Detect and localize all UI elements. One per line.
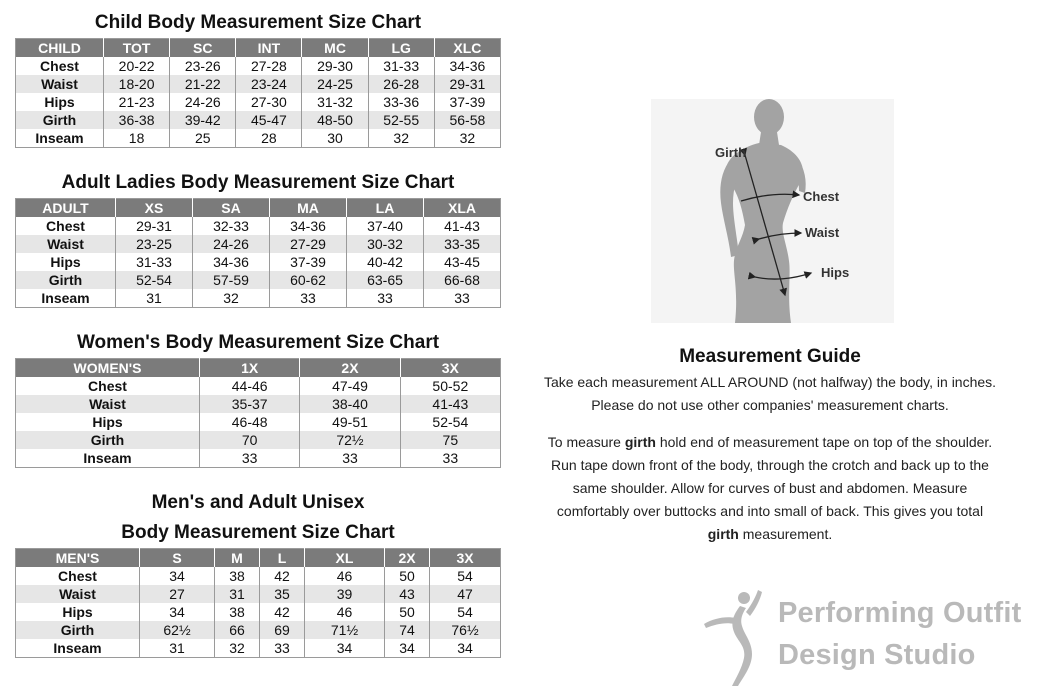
table-cell: 76½ xyxy=(430,621,501,639)
table-header-row xyxy=(16,549,501,568)
column-header: 1X xyxy=(200,359,300,378)
table-cell: 33 xyxy=(260,639,305,658)
child-chart-title: Child Body Measurement Size Chart xyxy=(94,12,422,33)
table-row xyxy=(16,111,501,129)
table-row xyxy=(16,603,501,621)
table-cell: 33 xyxy=(347,289,424,308)
table-row xyxy=(16,93,501,111)
chest-label: Chest xyxy=(803,189,840,204)
table-cell: 40-42 xyxy=(347,253,424,271)
table-cell: 60-62 xyxy=(270,271,347,289)
table-cell: 35-37 xyxy=(200,395,300,413)
table-cell: 18 xyxy=(104,129,170,148)
table-header-row xyxy=(16,359,501,378)
table-cell: 35 xyxy=(260,585,305,603)
logo-line-1: Performing Outfit xyxy=(778,597,1022,629)
table-cell: 49-51 xyxy=(300,413,400,431)
table-cell: 39 xyxy=(305,585,385,603)
table-cell: 38-40 xyxy=(300,395,400,413)
row-label: Chest xyxy=(16,567,140,585)
table-row xyxy=(16,431,501,449)
table-row xyxy=(16,289,501,308)
row-label: Chest xyxy=(16,217,116,235)
table-cell: 34 xyxy=(457,640,473,656)
mens-chart-title-line1: Men's and Adult Unisex xyxy=(151,492,365,513)
table-cell: 43 xyxy=(385,585,430,603)
guide-paragraph-1 xyxy=(520,371,1020,417)
table-cell: 69 xyxy=(260,621,305,639)
table-cell: 44-46 xyxy=(200,377,300,395)
column-header: ADULT xyxy=(16,199,116,218)
womens-size-table xyxy=(15,358,501,468)
table-cell: 74 xyxy=(385,621,430,639)
table-cell: 25 xyxy=(170,129,236,148)
column-header: 2X xyxy=(385,549,430,568)
table-row xyxy=(16,129,501,148)
guide-text: measurement. xyxy=(738,526,833,542)
table-cell: 26-28 xyxy=(368,75,434,93)
table-cell: 43-45 xyxy=(444,254,480,270)
column-header: 3X xyxy=(430,549,501,568)
table-cell: 52-54 xyxy=(116,271,193,289)
girth-label: Girth xyxy=(715,145,747,160)
table-cell: 32 xyxy=(459,130,476,146)
table-header-row xyxy=(16,199,501,218)
guide-line: Please do not use other companies' measurement charts. xyxy=(591,397,949,413)
column-header: 3X xyxy=(400,359,500,378)
row-label: Waist xyxy=(16,75,104,93)
table-row xyxy=(16,585,501,603)
table-row xyxy=(16,377,501,395)
row-label: Chest xyxy=(16,57,104,75)
measurement-guide-title: Measurement Guide xyxy=(679,346,861,367)
hips-label: Hips xyxy=(821,265,850,280)
column-header: MC xyxy=(302,39,368,58)
table-row xyxy=(16,75,501,93)
table-cell: 33-36 xyxy=(368,93,434,111)
table-cell: 42 xyxy=(260,603,305,621)
table-cell: 42 xyxy=(260,567,305,585)
table-cell: 27-29 xyxy=(270,235,347,253)
table-cell: 41-43 xyxy=(444,218,480,234)
table-cell: 38 xyxy=(215,603,260,621)
table-cell: 34 xyxy=(385,639,430,658)
table-cell: 24-26 xyxy=(170,93,236,111)
row-label: Girth xyxy=(16,621,140,639)
table-cell: 32 xyxy=(368,129,434,148)
column-header: XL xyxy=(305,549,385,568)
column-header: M xyxy=(215,549,260,568)
table-cell: 33 xyxy=(200,449,300,468)
table-cell: 57-59 xyxy=(193,271,270,289)
table-cell: 34 xyxy=(140,567,215,585)
table-cell: 29-30 xyxy=(302,57,368,75)
table-cell: 18-20 xyxy=(104,75,170,93)
table-cell: 50-52 xyxy=(432,378,469,394)
column-header: WOMEN'S xyxy=(16,359,200,378)
table-cell: 75 xyxy=(400,431,500,449)
table-cell: 29-31 xyxy=(434,75,500,93)
table-cell: 34 xyxy=(140,603,215,621)
table-row xyxy=(16,621,501,639)
table-cell: 34 xyxy=(305,639,385,658)
row-label: Hips xyxy=(16,93,104,111)
body-figure xyxy=(651,99,894,323)
child-size-table xyxy=(15,38,501,148)
table-row xyxy=(16,395,501,413)
table-cell: 28 xyxy=(236,129,302,148)
table-cell: 23-26 xyxy=(170,57,236,75)
row-label: Girth xyxy=(16,111,104,129)
row-label: Waist xyxy=(16,395,200,413)
row-label: Inseam xyxy=(16,639,140,658)
table-cell: 27 xyxy=(140,585,215,603)
table-cell: 31 xyxy=(116,289,193,308)
table-cell: 31 xyxy=(140,639,215,658)
guide-emphasis: girth xyxy=(707,526,739,542)
table-cell: 71½ xyxy=(305,621,385,639)
table-cell: 31-33 xyxy=(368,57,434,75)
row-label: Inseam xyxy=(16,129,104,148)
table-cell: 70 xyxy=(200,431,300,449)
table-cell: 34-36 xyxy=(193,253,270,271)
table-cell: 34-36 xyxy=(449,58,486,74)
ladies-size-table xyxy=(15,198,501,308)
guide-line: comfortably over buttocks and into small of back. This gives you total xyxy=(556,503,984,519)
table-cell: 66-68 xyxy=(424,271,501,289)
table-cell: 46-48 xyxy=(200,413,300,431)
column-header: SA xyxy=(193,199,270,218)
table-cell: 47 xyxy=(430,585,501,603)
row-label: Waist xyxy=(16,585,140,603)
table-row xyxy=(16,639,501,658)
row-label: Girth xyxy=(16,431,200,449)
table-row xyxy=(16,217,501,235)
row-label: Girth xyxy=(16,271,116,289)
row-label: Hips xyxy=(16,603,140,621)
mens-chart-title-line2: Body Measurement Size Chart xyxy=(121,522,395,543)
table-cell: 27-28 xyxy=(236,57,302,75)
column-header: XLA xyxy=(424,199,501,218)
row-label: Hips xyxy=(16,413,200,431)
table-cell: 46 xyxy=(305,603,385,621)
dancer-logo-icon xyxy=(700,588,770,688)
table-cell: 56-58 xyxy=(434,111,500,129)
table-cell: 33 xyxy=(454,290,470,306)
column-header: SC xyxy=(170,39,236,58)
table-cell: 63-65 xyxy=(347,271,424,289)
table-row xyxy=(16,235,501,253)
mannequin-silhouette xyxy=(720,99,805,323)
table-header-row xyxy=(16,39,501,58)
table-cell: 52-55 xyxy=(368,111,434,129)
guide-emphasis: girth xyxy=(624,434,656,450)
table-cell: 50 xyxy=(385,603,430,621)
mens-size-table xyxy=(15,548,501,658)
table-cell: 46 xyxy=(305,567,385,585)
waist-label: Waist xyxy=(805,225,840,240)
row-label: Inseam xyxy=(16,289,116,308)
column-header: MA xyxy=(270,199,347,218)
table-cell: 48-50 xyxy=(302,111,368,129)
table-cell: 29-31 xyxy=(116,217,193,235)
table-cell: 36-38 xyxy=(104,111,170,129)
table-cell: 54 xyxy=(457,604,473,620)
table-cell: 33-35 xyxy=(424,235,501,253)
guide-text: To measure xyxy=(547,434,625,450)
table-cell: 66 xyxy=(215,621,260,639)
table-row xyxy=(16,271,501,289)
guide-line xyxy=(520,523,1020,546)
table-cell: 52-54 xyxy=(432,414,469,430)
table-cell: 31-33 xyxy=(116,253,193,271)
column-header: CHILD xyxy=(16,39,104,58)
table-cell: 23-24 xyxy=(236,75,302,93)
table-cell: 23-25 xyxy=(116,235,193,253)
table-cell: 32-33 xyxy=(193,217,270,235)
guide-line: Take each measurement ALL AROUND (not halfway) the body, in inches. xyxy=(543,374,997,390)
body-silhouette-illustration xyxy=(651,99,894,323)
column-header: LG xyxy=(368,39,434,58)
guide-line: same shoulder. Allow for curves of bust and abdomen. Measure xyxy=(572,480,968,496)
table-row xyxy=(16,413,501,431)
column-header: XS xyxy=(116,199,193,218)
table-cell: 31-32 xyxy=(302,93,368,111)
row-label: Waist xyxy=(16,235,116,253)
column-header: L xyxy=(260,549,305,568)
table-row xyxy=(16,567,501,585)
column-header: TOT xyxy=(104,39,170,58)
table-cell: 24-26 xyxy=(193,235,270,253)
table-row xyxy=(16,449,501,468)
table-cell: 47-49 xyxy=(300,377,400,395)
table-cell: 31 xyxy=(215,585,260,603)
table-cell: 33 xyxy=(270,289,347,308)
guide-line: Run tape down front of the body, through the crotch and back up to the xyxy=(551,457,989,473)
table-cell: 21-23 xyxy=(104,93,170,111)
table-cell: 38 xyxy=(215,567,260,585)
column-header: INT xyxy=(236,39,302,58)
table-cell: 37-40 xyxy=(347,217,424,235)
row-label: Chest xyxy=(16,377,200,395)
guide-text: hold end of measurement tape on top of the shoulder. xyxy=(655,434,993,450)
table-cell: 50 xyxy=(385,567,430,585)
ladies-chart-title: Adult Ladies Body Measurement Size Chart xyxy=(61,172,455,193)
table-cell: 32 xyxy=(215,639,260,658)
table-row xyxy=(16,57,501,75)
table-cell: 37-39 xyxy=(449,94,486,110)
column-header: LA xyxy=(347,199,424,218)
table-cell: 41-43 xyxy=(400,395,500,413)
table-cell: 45-47 xyxy=(236,111,302,129)
column-header: MEN'S xyxy=(16,549,140,568)
guide-paragraph-2 xyxy=(520,431,1020,546)
table-cell: 32 xyxy=(193,289,270,308)
table-cell: 72½ xyxy=(300,431,400,449)
table-cell: 27-30 xyxy=(236,93,302,111)
womens-chart-title: Women's Body Measurement Size Chart xyxy=(76,332,440,353)
table-cell: 24-25 xyxy=(302,75,368,93)
logo-line-2: Design Studio xyxy=(778,639,976,671)
column-header: XLC xyxy=(434,39,500,58)
table-cell: 30-32 xyxy=(347,235,424,253)
table-cell: 39-42 xyxy=(170,111,236,129)
table-cell: 34-36 xyxy=(270,217,347,235)
table-cell: 33 xyxy=(442,450,459,466)
table-cell: 54 xyxy=(457,568,473,584)
column-header: 2X xyxy=(300,359,400,378)
column-header: S xyxy=(140,549,215,568)
table-cell: 37-39 xyxy=(270,253,347,271)
table-row xyxy=(16,253,501,271)
guide-line xyxy=(520,431,1020,454)
table-cell: 33 xyxy=(300,449,400,468)
table-cell: 30 xyxy=(302,129,368,148)
table-cell: 20-22 xyxy=(104,57,170,75)
table-cell: 62½ xyxy=(140,621,215,639)
row-label: Inseam xyxy=(16,449,200,468)
table-cell: 21-22 xyxy=(170,75,236,93)
row-label: Hips xyxy=(16,253,116,271)
